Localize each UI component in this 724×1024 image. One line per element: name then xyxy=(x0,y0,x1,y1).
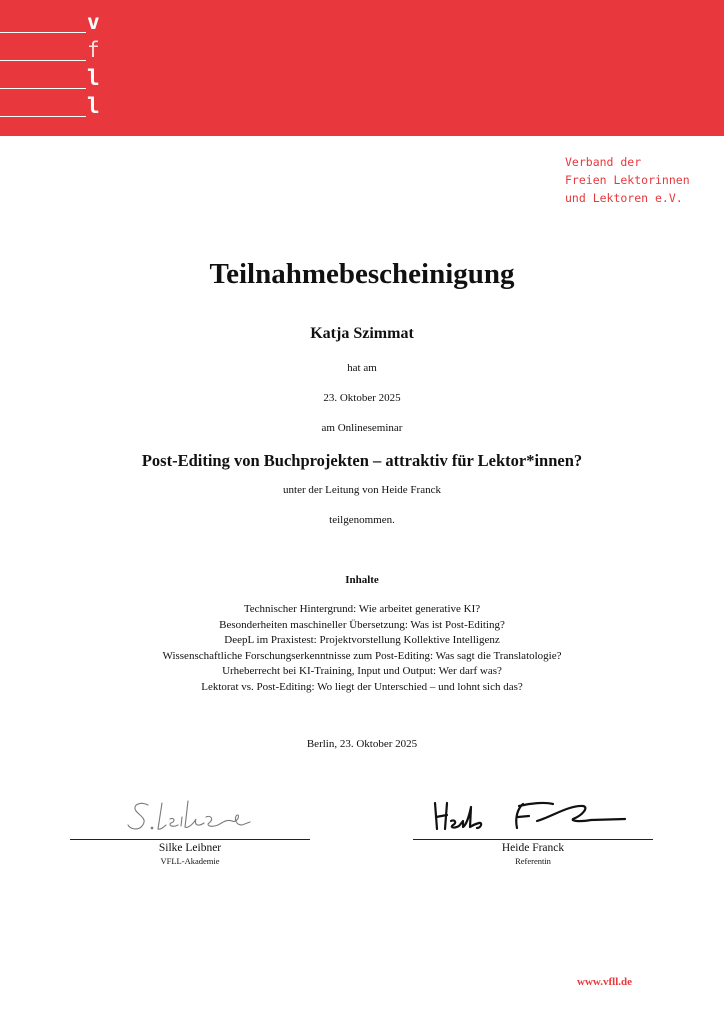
signature-block-leibner xyxy=(70,795,310,866)
organization-line: Freien Lektorinnen xyxy=(565,173,690,187)
participant-name: Katja Szimmat xyxy=(310,325,414,342)
logo-rule xyxy=(0,116,86,117)
signer-name: Heide Franck xyxy=(501,842,565,854)
organization-line: und Lektoren e.V. xyxy=(565,191,683,205)
contents-item: DeepL im Praxistest: Projektvorstellung Kollektive Intelligenz xyxy=(224,634,500,646)
organization-name xyxy=(565,153,715,207)
signer-name: Silke Leibner xyxy=(158,842,222,854)
signer-role: Referentin xyxy=(515,856,551,866)
header-banner xyxy=(0,0,724,136)
logo-letter-v: v xyxy=(87,10,100,34)
signature-block-franck xyxy=(413,795,653,866)
logo-letter-l: l xyxy=(87,66,100,90)
hat-am-text: hat am xyxy=(347,362,377,374)
logo-rule xyxy=(0,32,86,33)
contents-item: Besonderheiten maschineller Übersetzung: Was ist Post-Editing? xyxy=(219,618,505,631)
organization-line: Verband der xyxy=(565,155,642,169)
logo-rule xyxy=(0,60,86,61)
contents-item: Technischer Hintergrund: Wie arbeitet generative KI? xyxy=(243,603,481,615)
seminar-intro: am Onlineseminar xyxy=(321,422,403,434)
certificate-title: Teilnahmebescheinigung xyxy=(209,258,515,290)
contents-item: Wissenschaftliche Forschungserkenntnisse zum Post-Editing: Was sagt die Translatologie? xyxy=(162,649,562,662)
signature-rule xyxy=(413,839,653,840)
contents-heading: Inhalte xyxy=(345,574,379,586)
website-link[interactable]: www.vfll.de xyxy=(577,976,632,988)
signature-leibner xyxy=(70,795,310,837)
contents-item: Lektorat vs. Post-Editing: Wo liegt der Unterschied – und lohnt sich das? xyxy=(201,680,523,693)
participated-text: teilgenommen. xyxy=(329,514,395,526)
signature-rule xyxy=(70,839,310,840)
signer-role: VFLL-Akademie xyxy=(160,856,220,866)
logo-rule xyxy=(0,88,86,89)
place-date: Berlin, 23. Oktober 2025 xyxy=(306,738,418,750)
signature-franck xyxy=(413,795,653,837)
contents-list xyxy=(0,602,724,695)
seminar-title: Post-Editing von Buchprojekten – attraktiv für Lektor*innen? xyxy=(141,451,583,470)
logo-letter-l: l xyxy=(87,94,100,118)
contents-item: Urheberrecht bei KI-Training, Input und Output: Wer darf was? xyxy=(222,665,502,677)
seminar-date: 23. Oktober 2025 xyxy=(323,392,401,404)
logo-letter-f: f xyxy=(87,38,100,62)
lead-text: unter der Leitung von Heide Franck xyxy=(283,484,441,496)
